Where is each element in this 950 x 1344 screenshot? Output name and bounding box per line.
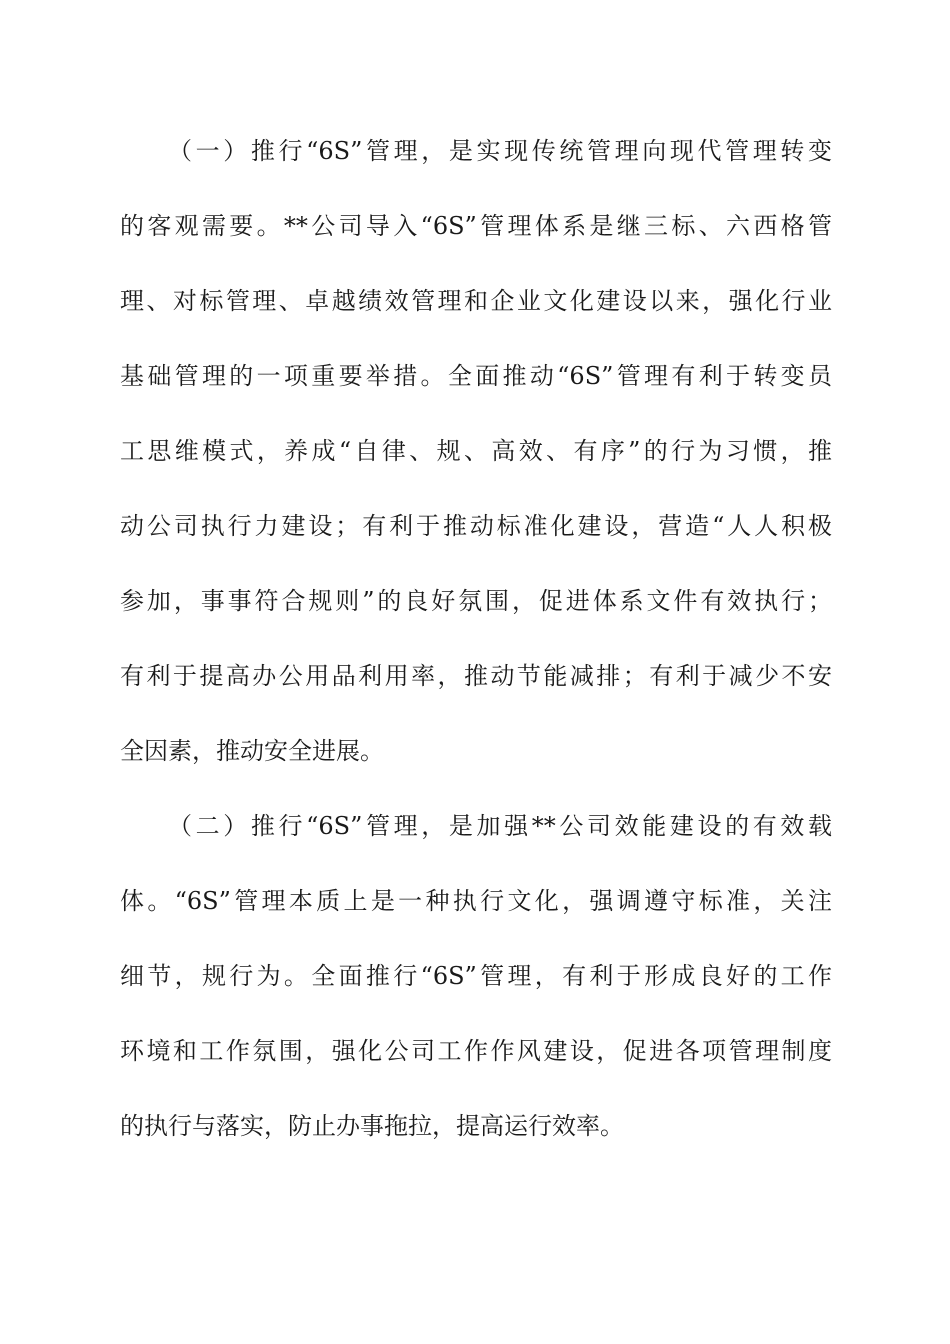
paragraph-line: 的客观需要。**公司导入“6S”管理体系是继三标、六西格管 [120,212,832,240]
paragraph-line: 的执行与落实，防止办事拖拉，提高运行效率。 [120,1112,624,1140]
paragraph-line: 环境和工作氛围，强化公司工作作风建设，促进各项管理制度 [120,1037,832,1065]
paragraph-line: 体。“6S”管理本质上是一种执行文化，强调遵守标准，关注 [120,887,832,915]
paragraph-1 [120,114,832,789]
paragraph-line: 全因素，推动安全进展。 [120,737,384,765]
paragraph-2 [120,789,832,1164]
paragraph-line: 工思维模式，养成“自律、规、高效、有序”的行为习惯，推 [120,437,832,465]
paragraph-line: 细节，规行为。全面推行“6S”管理，有利于形成良好的工作 [120,962,832,990]
paragraph-line: 理、对标管理、卓越绩效管理和企业文化建设以来，强化行业 [120,287,832,315]
paragraph-line: （二）推行“6S”管理，是加强**公司效能建设的有效载 [168,812,832,840]
paragraph-line: （一）推行“6S”管理，是实现传统管理向现代管理转变 [168,137,832,165]
paragraph-line: 有利于提高办公用品利用率，推动节能减排；有利于减少不安 [120,662,832,690]
paragraph-line: 动公司执行力建设；有利于推动标准化建设，营造“人人积极 [120,512,832,540]
paragraph-line: 参加，事事符合规则”的良好氛围，促进体系文件有效执行； [120,587,832,615]
paragraph-line: 基础管理的一项重要举措。全面推动“6S”管理有利于转变员 [120,362,832,390]
document-body [120,114,832,1164]
